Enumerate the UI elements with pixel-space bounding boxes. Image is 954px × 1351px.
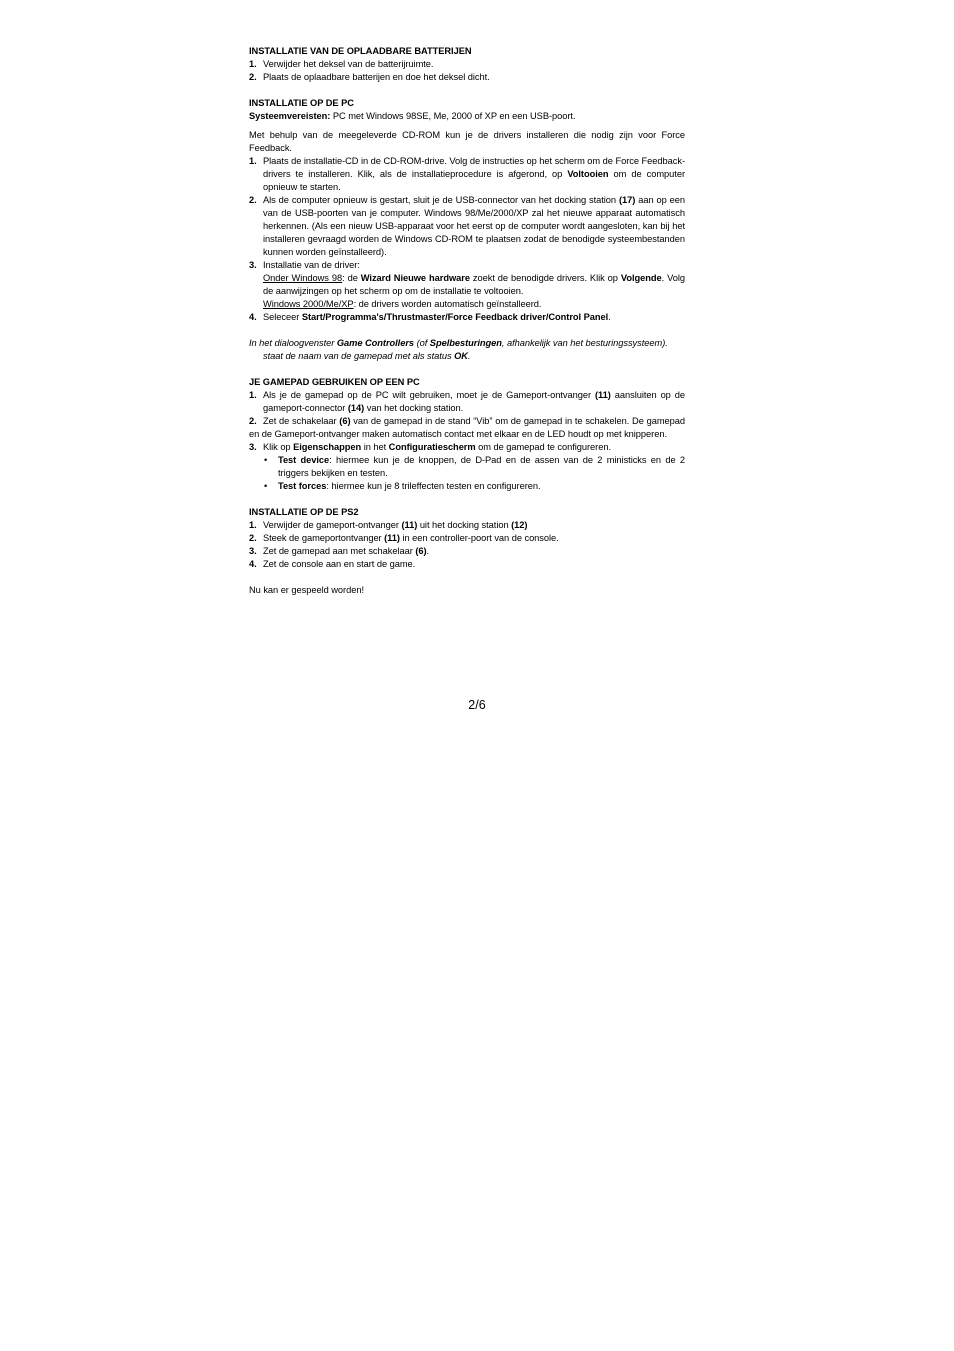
step-text: Zet de schakelaar [263, 416, 340, 426]
step-text: Installatie van de driver: [263, 260, 360, 270]
bold-term: Configuratiescherm [388, 442, 476, 452]
reference-number: (6) [339, 416, 351, 426]
section-title: JE GAMEPAD GEBRUIKEN OP EEN PC [249, 377, 420, 387]
section-title: INSTALLATIE OP DE PC [249, 98, 354, 108]
bullet-text: : hiermee kun je de knoppen, de D-Pad en de assen van de 2 ministicks en de 2 triggers bekijken en testen. [278, 455, 685, 478]
step-text: . [608, 312, 611, 322]
section-battery [249, 45, 685, 84]
requirements-label: Systeemvereisten: [249, 111, 331, 121]
bold-term: OK [454, 351, 468, 361]
list-item [249, 194, 685, 259]
step-text: Klik op [263, 442, 294, 452]
step-text: . [426, 546, 430, 556]
bullet-icon: • [264, 481, 268, 491]
step-text: Als de computer opnieuw is gestart, sluit je de USB-connector van het docking station [263, 195, 619, 205]
bold-term: Test forces [278, 481, 327, 491]
system-requirements [249, 110, 685, 123]
section-ps2 [249, 506, 685, 571]
os-label: Onder Windows 98 [263, 273, 343, 283]
reference-number: (11) [594, 390, 611, 400]
closing-text: Nu kan er gespeeld worden! [249, 585, 364, 595]
list-item [249, 519, 685, 532]
list-item [249, 389, 685, 415]
section-pc [249, 97, 685, 363]
bullet-item [249, 480, 685, 493]
step-text: van de gamepad in de stand “Vib” om de gamepad in te schakelen. De gamepad en de Gameport-ontvanger maken automatisch contact met elkaar en de LED houdt op met knipperen. [249, 416, 686, 439]
step-text: aansluiten op de gameport-connector [263, 390, 685, 413]
list-number: 1. [249, 59, 257, 69]
battery-steps [249, 58, 685, 84]
list-number: 2. [249, 533, 257, 543]
list-number: 1. [249, 390, 257, 400]
list-number: 1. [249, 520, 257, 530]
note-text: (of [414, 338, 430, 348]
bold-term: Wizard Nieuwe hardware [360, 273, 470, 283]
list-number: 3. [249, 260, 257, 270]
list-item [249, 545, 685, 558]
step-text: Plaats de oplaadbare batterijen en doe het deksel dicht. [263, 72, 490, 82]
section-title: INSTALLATIE VAN DE OPLAADBARE BATTERIJEN [249, 46, 472, 56]
step-text: Als je de gamepad op de PC wilt gebruiken, moet je de Gameport-ontvanger [263, 390, 595, 400]
list-number: 4. [249, 559, 257, 569]
list-item [249, 71, 685, 84]
reference-number: (11) [401, 520, 418, 530]
list-number: 2. [249, 72, 257, 82]
list-item [249, 532, 685, 545]
note-text: staat de naam van de gamepad met als status [263, 351, 455, 361]
step-text: van het docking station. [364, 403, 464, 413]
bold-term: Spelbesturingen [429, 338, 502, 348]
ps2-steps [249, 519, 685, 571]
section-title: INSTALLATIE OP DE PS2 [249, 507, 359, 517]
bold-term: Test device [278, 455, 330, 465]
step-text: Seleceer [263, 312, 302, 322]
list-item [249, 58, 685, 71]
bullet-text: : hiermee kun je 8 trileffecten testen en configureren. [326, 481, 541, 491]
step-text: uit het docking station [417, 520, 512, 530]
manual-page [249, 45, 685, 597]
bold-term: Voltooien [567, 169, 609, 179]
bullet-icon: • [264, 455, 268, 465]
note-text: . [467, 351, 471, 361]
step-text: Zet de console aan en start de game. [263, 559, 416, 569]
menu-path: Start/Programma's/Thrustmaster/Force Feedback driver/Control Panel [301, 312, 609, 322]
reference-number: (12) [511, 520, 528, 530]
bold-term: Volgende [620, 273, 662, 283]
reference-number: (11) [384, 533, 400, 543]
list-item [249, 311, 685, 324]
list-item [249, 441, 685, 493]
section-gamepad [249, 376, 685, 493]
step-text: aan op een van de USB-poorten van je computer. Windows 98/Me/2000/XP zal het nieuwe apparaat automatisch herkennen. (Als een nieuw USB-apparaat voor het eerst op de computer wordt aangesloten, kan bij het installeren gevraagd worden de Windows CD-ROM te plaatsen zodat de benodigde systeembestanden kunnen worden geïnstalleerd). [263, 195, 685, 257]
os-label: Windows 2000/Me/XP [263, 299, 354, 309]
step-text: Steek de gameportontvanger [263, 533, 385, 543]
list-number: 3. [249, 546, 257, 556]
reference-number: (17) [618, 195, 636, 205]
list-number: 3. [249, 442, 257, 452]
list-number: 2. [249, 416, 257, 426]
step-text: Plaats de installatie-CD in de CD-ROM-drive. Volg de instructies op het scherm om de Force Feedback-drivers te installeren. Klik, als de installatieprocedure is afgerond, op [263, 156, 685, 179]
step-text: Zet de gamepad aan met schakelaar [263, 546, 416, 556]
list-number: 4. [249, 312, 257, 322]
bold-term: Eigenschappen [293, 442, 362, 452]
requirements-text: PC met Windows 98SE, Me, 2000 of XP en een USB-poort. [330, 111, 576, 121]
step-text: om de gamepad te configureren. [475, 442, 612, 452]
list-item [249, 259, 685, 311]
reference-number: (6) [415, 546, 427, 556]
list-item [249, 558, 685, 571]
list-item [249, 415, 685, 441]
reference-number: (14) [347, 403, 365, 413]
step-text: in het [361, 442, 389, 452]
pc-note [249, 337, 685, 363]
step-text: : de drivers worden automatisch geïnstalleerd. [353, 299, 542, 309]
pc-intro: Met behulp van de meegeleverde CD-ROM kun je de drivers installeren die nodig zijn voor Force Feedback. [249, 130, 685, 153]
note-text: In het dialoogvenster [249, 338, 337, 348]
step-text: in een controller-poort van de console. [399, 533, 559, 543]
step-text: om de computer opnieuw te starten. [263, 169, 685, 192]
step-text: Verwijder de gameport-ontvanger [263, 520, 402, 530]
page-number: 2/6 [468, 698, 486, 712]
step-text: . Volg de aanwijzingen op het scherm op om de installatie te voltooien. [263, 273, 685, 296]
bullet-list [249, 454, 685, 493]
step-text: Verwijder het deksel van de batterijruimte. [263, 59, 434, 69]
gamepad-steps [249, 389, 685, 493]
list-number: 1. [249, 156, 257, 166]
list-item [249, 155, 685, 194]
pc-steps [249, 155, 685, 324]
bullet-item [249, 454, 685, 480]
bold-term: Game Controllers [336, 338, 415, 348]
step-text: zoekt de benodigde drivers. Klik op [469, 273, 621, 283]
list-number: 2. [249, 195, 257, 205]
note-text: , afhankelijk van het besturingssysteem). [501, 338, 668, 348]
step-text: : de [342, 273, 361, 283]
